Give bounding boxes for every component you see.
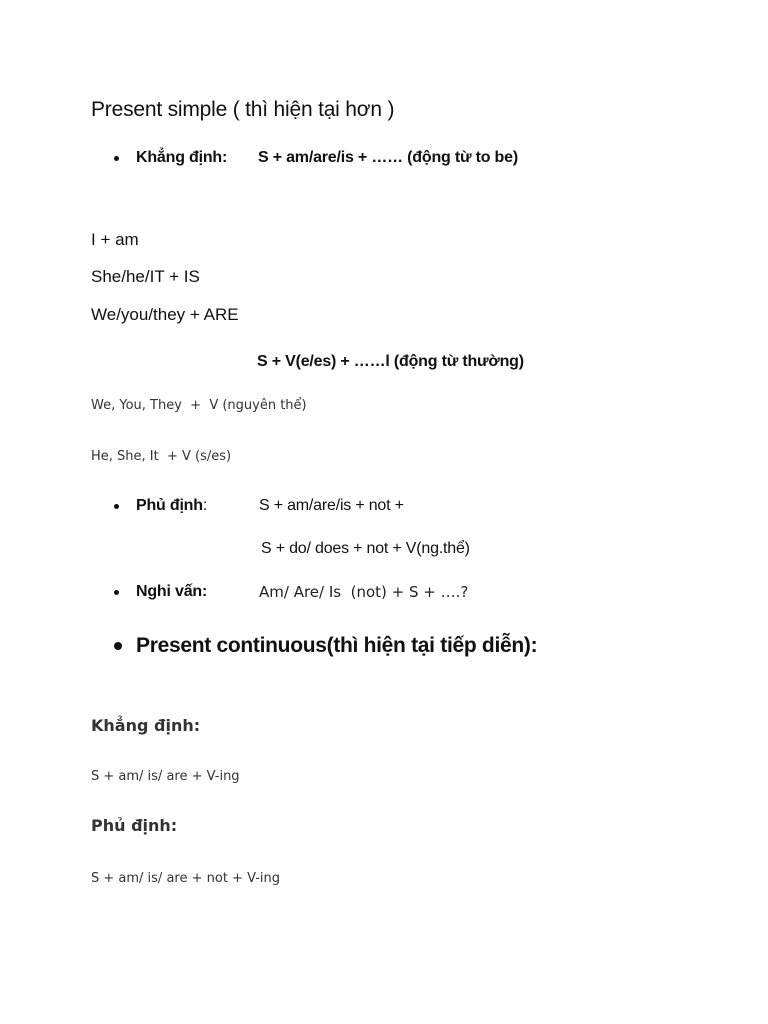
continuous-heading: Present continuous(thì hiện tại tiếp diễn):	[136, 634, 538, 657]
negative-label: Phủ định	[136, 497, 203, 514]
affirmative-formula: S + am/are/is + …… (động từ to be)	[258, 149, 518, 166]
continuous-affirmative-label: Khẳng định:	[91, 716, 201, 735]
to-be-item-she-he-it: She/he/IT + IS	[91, 267, 200, 286]
negative-formula-do-does: S + do/ does + not + V(ng.thể)	[261, 540, 470, 557]
bullet-continuous	[114, 642, 122, 650]
regular-example-plural: We, You, They + V (nguyên thể)	[91, 398, 307, 413]
to-be-item-we-you-they: We/you/they + ARE	[91, 305, 239, 324]
negative-formula-to-be: S + am/are/is + not +	[259, 497, 404, 514]
regular-example-singular: He, She, It + V (s/es)	[91, 449, 232, 464]
bullet-affirmative	[114, 156, 119, 161]
continuous-negative-formula: S + am/ is/ are + not + V-ing	[91, 871, 281, 886]
continuous-negative-label: Phủ định:	[91, 816, 178, 835]
bullet-question	[114, 590, 119, 595]
continuous-affirmative-formula: S + am/ is/ are + V-ing	[91, 769, 240, 784]
negative-label-group	[136, 496, 207, 516]
affirmative-label: Khẳng định:	[136, 149, 228, 166]
bullet-negative	[114, 504, 119, 509]
page-title: Present simple ( thì hiện tại hơn )	[91, 98, 395, 121]
question-formula: Am/ Are/ Is (not) + S + ….?	[259, 583, 469, 601]
regular-verb-formula: S + V(e/es) + ……l (động từ thường)	[257, 353, 524, 370]
negative-label-colon: :	[202, 497, 208, 514]
to-be-item-i: I + am	[91, 230, 139, 249]
question-label: Nghi vấn:	[136, 583, 208, 600]
